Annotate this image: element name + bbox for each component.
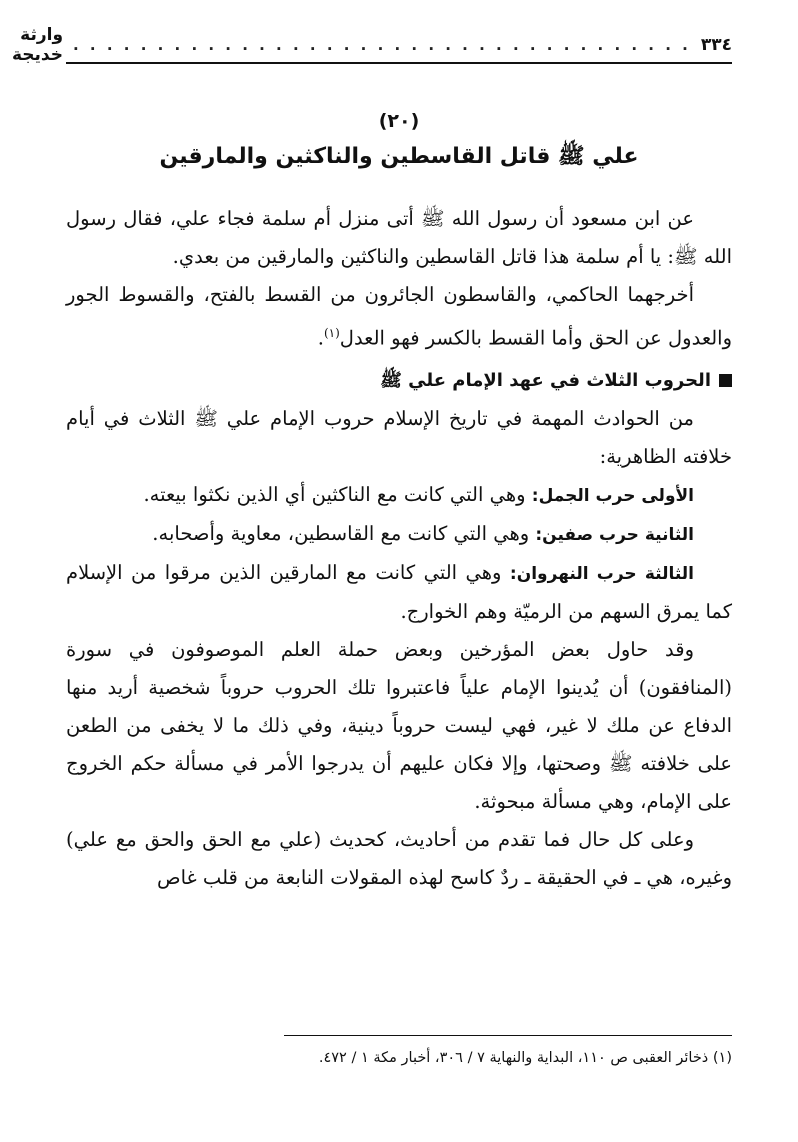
section-heading-text: الحروب الثلاث في عهد الإمام علي ﷺ: [380, 369, 711, 391]
war-second: [66, 515, 732, 554]
war-first: [66, 476, 732, 515]
bullet-square-icon: [719, 374, 732, 387]
section-intro: من الحوادث المهمة في تاريخ الإسلام حروب الإمام علي ﷺ الثلاث في أيام خلافته الظاهرية:: [66, 406, 732, 468]
final-paragraph: وعلى كل حال فما تقدم من أحاديث، كحديث (علي مع الحق والحق مع علي) وغيره، هي ـ في الحقيقة ـ ردٌ كاسح لهذه المقولات النابعة من قلب غاص: [66, 827, 732, 889]
header-leader-dots: . . . . . . . . . . . . . . . . . . . . . . . . . . . . . . . . . . . . .: [73, 36, 691, 54]
takhrij-end: .: [317, 326, 324, 350]
war-second-label: الثانية حرب صفين:: [535, 524, 694, 545]
war-third: [66, 554, 732, 631]
takhrij-paragraph: [66, 276, 732, 358]
page-number: ٣٣٤: [700, 35, 732, 55]
section-heading: [66, 362, 732, 400]
chapter-number: (٢٠): [378, 110, 420, 132]
footnote: (١) ذخائر العقبى ص ١١٠، البداية والنهاية ٧ / ٣٠٦، أخبار مكة ١ / ٤٧٢.: [318, 1050, 732, 1066]
hadith-paragraph: عن ابن مسعود أن رسول الله ﷺ أتى منزل أم سلمة فجاء علي، فقال رسول الله ﷺ: يا أم سلمة هذا قاتل القاسطين والناكثين والمارقين من بعدي.: [66, 207, 732, 268]
book-title: وارثة خديجة: [11, 25, 64, 65]
footnote-rule: [284, 1035, 732, 1036]
header-rule: [66, 62, 732, 64]
war-first-text: وهي التي كانت مع الناكثين أي الذين نكثوا بيعته.: [143, 482, 532, 506]
chapter-title: علي ﷺ قاتل القاسطين والناكثين والمارقين: [159, 144, 639, 169]
historians-paragraph: وقد حاول بعض المؤرخين وبعض حملة العلم الموصوفون في سورة (المنافقون) أن يُدينوا الإمام علياً فاعتبروا تلك الحروب حروباً شخصية أريد منها الدفاع عن ملك لا غير، فهي ليست حروباً دينية، وفي ذلك ما لا يخفى من الطعن على خلافته ﷺ وصحتها، وإلا فكان عليهم أن يدرجوا الأمر في مسألة حكم الخروج على الإمام، وهي مسألة مبحوثة.: [66, 637, 732, 813]
running-header: [11, 25, 732, 65]
war-second-text: وهي التي كانت مع القاسطين، معاوية وأصحابه.: [152, 521, 536, 545]
takhrij-text: أخرجهما الحاكمي، والقاسطون الجائرون من القسط بالفتح، والقسوط الجور والعدول عن الحق وأما القسط بالكسر فهو العدل: [66, 283, 732, 350]
war-third-text: وهي التي كانت مع المارقين الذين مرقوا من الإسلام كما يمرق السهم من الرميّة وهم الخوارج.: [66, 560, 732, 623]
war-third-label: الثالثة حرب النهروان:: [509, 563, 694, 584]
footnote-ref: (١): [323, 326, 340, 340]
war-first-label: الأولى حرب الجمل:: [531, 485, 694, 506]
body-text: [66, 200, 732, 897]
